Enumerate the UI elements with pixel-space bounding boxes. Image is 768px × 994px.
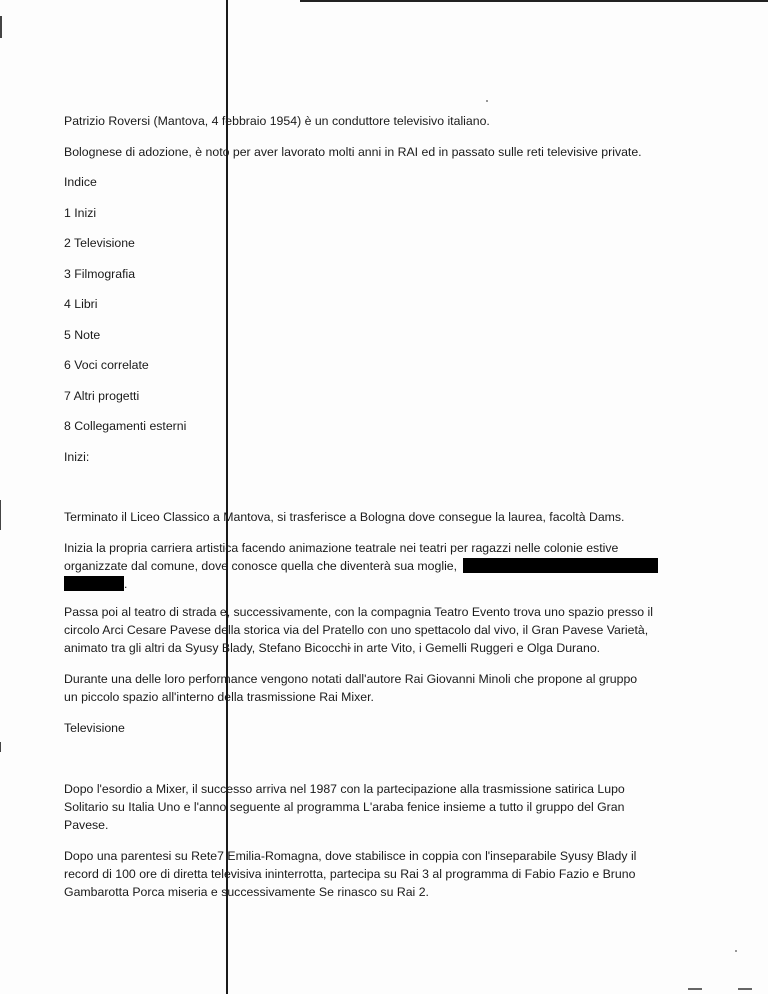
scan-speck <box>735 950 737 952</box>
scan-left-edge-mark <box>0 16 2 38</box>
scan-speck <box>486 100 488 102</box>
scan-top-edge-line <box>300 0 768 2</box>
inizi-paragraph-3-line: animato tra gli altri da Syusy Blady, Stefano Bicocchi in arte Vito, i Gemelli Ruggeri e Olga Durano. <box>64 641 601 655</box>
toc-item[interactable]: 7 Altri progetti <box>64 389 140 403</box>
toc-item[interactable]: 5 Note <box>64 328 101 342</box>
toc-item[interactable]: 8 Collegamenti esterni <box>64 419 187 433</box>
tv-paragraph-1-line: Solitario su Italia Uno e l'anno seguente al programma L'araba fenice insieme a tutto il gruppo del Gran <box>64 800 625 814</box>
tv-paragraph-1-line: Dopo l'esordio a Mixer, il successo arriva nel 1987 con la partecipazione alla trasmissione satirica Lupo <box>64 782 625 796</box>
inizi-paragraph-2-text: organizzate dal comune, dove conosce quella che diventerà sua moglie, <box>64 559 458 573</box>
tv-paragraph-2-line: Gambarotta Porca miseria e successivamente Se rinasco su Rai 2. <box>64 885 429 899</box>
scan-left-edge-mark <box>0 742 1 752</box>
televisione-heading: Televisione <box>64 721 125 735</box>
scan-bottom-mark <box>688 988 702 990</box>
index-heading: Indice <box>64 175 97 189</box>
toc-item[interactable]: 4 Libri <box>64 297 98 311</box>
toc-item[interactable]: 1 Inizi <box>64 206 97 220</box>
toc-item[interactable]: 2 Televisione <box>64 236 135 250</box>
inizi-paragraph-4-line: un piccolo spazio all'interno della trasmissione Rai Mixer. <box>64 690 374 704</box>
tv-paragraph-2-line: Dopo una parentesi su Rete7 Emilia-Romagna, dove stabilisce in coppia con l'inseparabile Syusy Blady il <box>64 849 637 863</box>
toc-item[interactable]: 6 Voci correlate <box>64 358 149 372</box>
inizi-paragraph-1: Terminato il Liceo Classico a Mantova, si trasferisce a Bologna dove consegue la laurea, facoltà Dams. <box>64 510 625 524</box>
adoption-paragraph: Bolognese di adozione, è noto per aver lavorato molti anni in RAI ed in passato sulle reti televisive private. <box>64 145 642 159</box>
tv-paragraph-2-line: record di 100 ore di diretta televisiva ininterrotta, partecipa su Rai 3 al programma di Fabio Fazio e Bruno <box>64 867 636 881</box>
inizi-heading: Inizi: <box>64 450 90 464</box>
redaction-bar <box>463 558 658 573</box>
scan-bottom-mark <box>738 988 752 990</box>
inizi-paragraph-3-line: Passa poi al teatro di strada e, successivamente, con la compagnia Teatro Evento trova uno spazio presso il <box>64 605 653 619</box>
inizi-paragraph-2-line <box>64 558 704 576</box>
inizi-paragraph-2-end: . <box>124 577 128 591</box>
redaction-bar <box>64 576 124 591</box>
inizi-paragraph-2-line: Inizia la propria carriera artistica facendo animazione teatrale nei teatri per ragazzi nelle colonie estive <box>64 541 619 555</box>
scan-left-edge-mark <box>0 500 1 530</box>
inizi-paragraph-3-line: circolo Arci Cesare Pavese della storica via del Pratello con uno spettacolo dal vivo, il Gran Pavese Varietà, <box>64 623 649 637</box>
tv-paragraph-1-line: Pavese. <box>64 818 109 832</box>
inizi-paragraph-2-line <box>64 576 704 594</box>
toc-item[interactable]: 3 Filmografia <box>64 267 136 281</box>
intro-paragraph: Patrizio Roversi (Mantova, 4 febbraio 1954) è un conduttore televisivo italiano. <box>64 114 490 128</box>
inizi-paragraph-4-line: Durante una delle loro performance vengono notati dall'autore Rai Giovanni Minoli che propone al gruppo <box>64 672 638 686</box>
